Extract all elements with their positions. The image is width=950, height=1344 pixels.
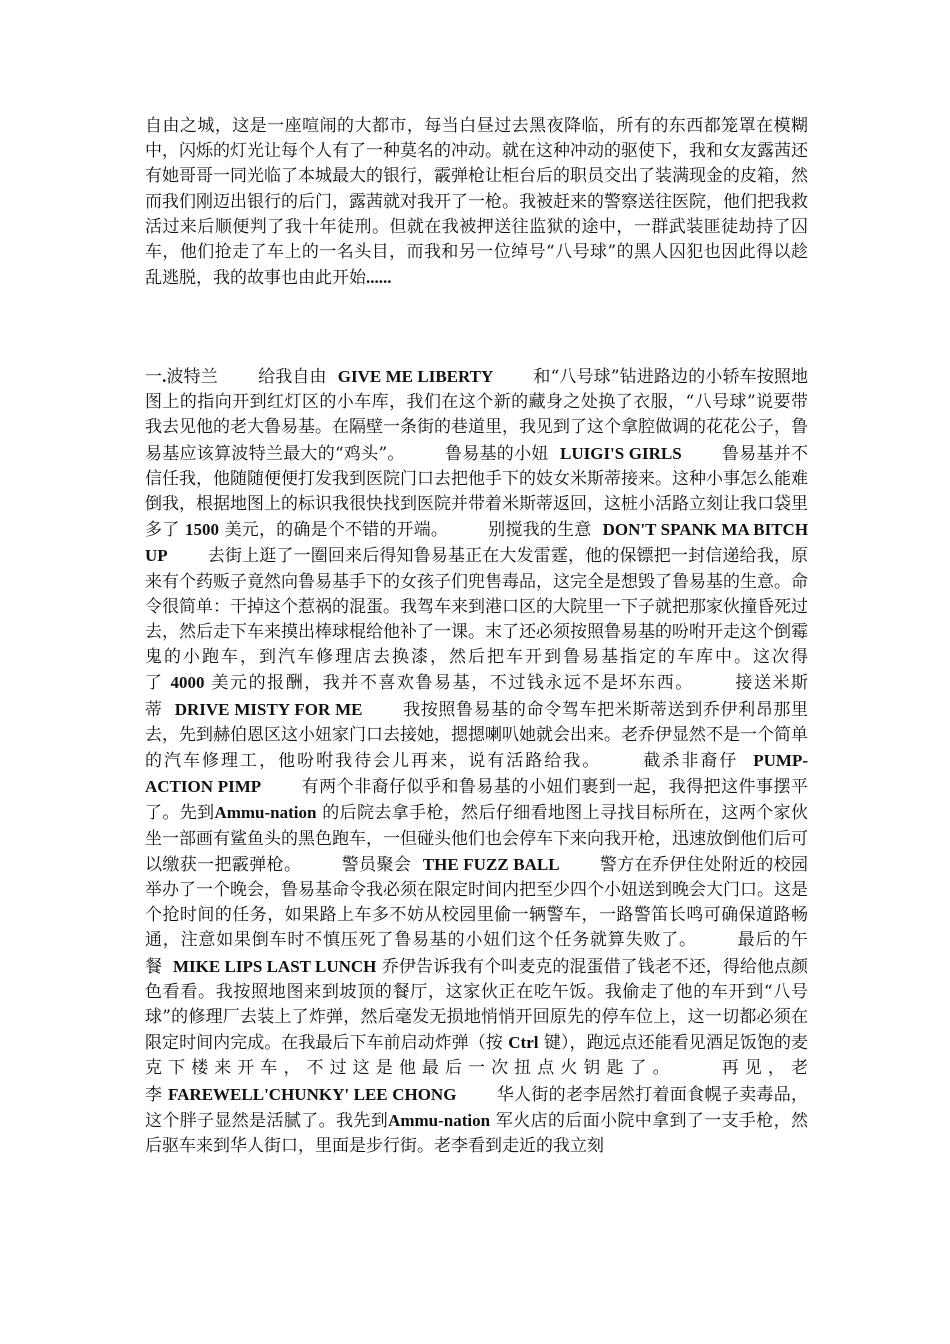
mission-4-text: 我按照鲁易基的命令驾车把米斯蒂送到乔伊利昂那里去，先到赫伯恩区这小妞家门口去接她，摁摁喇叭她就会出来。老乔伊显然不是一个简单的汽车修理工，他吩咐我待会儿再来，说有活路给我。 xyxy=(145,699,809,772)
mission-3-text-a: 去街上逛了一圈回来后得知鲁易基正在大发雷霆，他的保镖把一封信递给我，原来有个药贩子竟然向鲁易基手下的女孩子们兜售毒品，这完全是想毁了鲁易基的生意。命令很简单：干掉这个惹祸的混蛋。我驾车来到港口区的大院里一下子就把那家伙撞昏死过去，然后走下车来摸出棒球棍给他补了一课。末了还必须按照鲁易基的吩咐开走这个倒霉鬼的小跑车，到汽车修理店去换漆，然后把车开到鲁易基指定的车库中。这次得了 xyxy=(145,546,808,694)
mission-6-title-en: THE FUZZ BALL xyxy=(422,854,560,874)
mission-4-title-cn: 接送米斯蒂 xyxy=(145,673,809,720)
chapter-title: 波特兰 xyxy=(166,367,218,387)
mission-8-title-cn: 再见，老李 xyxy=(145,1058,808,1105)
mission-2-title-en: LUIGI'S GIRLS xyxy=(559,443,682,463)
mission-3-reward: 4000 xyxy=(170,673,205,693)
mission-5-title-cn: 截杀非裔仔 xyxy=(641,751,739,772)
mission-6-text: 警方在乔伊住处附近的校园举办了一个晚会，鲁易基命令我必须在限定时间内把至少四个小妞送到晚会大门口。这是个抢时间的任务，如果路上车多不妨从校园里偷一辆警车，一路警笛长鸣可确保道路畅通，注意如果倒车时不慎压死了鲁易基的小妞们这个任务就算失败了。 xyxy=(145,854,809,951)
mission-8-shop: Ammu-nation xyxy=(388,1110,491,1130)
mission-8-text-a: 华人街的老李居然打着面食幌子卖毒品，这个胖子显然是活腻了。我先到 xyxy=(145,1084,809,1131)
mission-5-title-en: PUMP-ACTION PIMP xyxy=(145,751,809,797)
chapter-dot: . xyxy=(162,367,167,386)
intro-paragraph xyxy=(145,114,808,291)
mission-2-title-cn: 鲁易基的小妞 xyxy=(444,443,549,464)
mission-3-text-b: 美元的报酬，我并不喜欢鲁易基，不过钱永远不是坏东西。 xyxy=(211,673,694,694)
mission-4-title-en: DRIVE MISTY FOR ME xyxy=(174,699,363,719)
mission-7-title-cn: 最后的午餐 xyxy=(145,930,809,977)
mission-7-text-a: 乔伊告诉我有个叫麦克的混蛋借了钱老不还，得给他点颜色看看。我按照地图来到坡顶的餐厅，这家伙正在吃午饭。我偷走了他的车开到“八号球”的修理厂去装上了炸弹，然后毫发无损地悄悄开回原先的停车位上，这一切都必须在限定时间内完成。在我最后下车前启动炸弹（按 xyxy=(145,956,809,1054)
mission-2-reward: 1500 xyxy=(185,520,219,540)
mission-3-title-cn: 别搅我的生意 xyxy=(488,520,592,541)
intro-ellipsis: ...... xyxy=(366,268,392,288)
mission-5-shop: Ammu-nation xyxy=(214,803,317,823)
mission-3-title-en: DON'T SPANK MA BITCH UP xyxy=(145,520,809,566)
mission-1-title-cn: 给我自由 xyxy=(257,367,327,387)
mission-7-text-b: 键），跑远点还能看见酒足饭饱的麦克下楼来开车，不过这是他最后一次扭点火钥匙了。 xyxy=(145,1033,809,1079)
mission-2-text-b: 美元，的确是个不错的开端。 xyxy=(224,520,449,541)
mission-8-title-en: FAREWELL'CHUNKY' LEE CHONG xyxy=(168,1084,457,1104)
mission-1-text: 和“八号球”钻进路边的小轿车按照地图上的指向开到红灯区的小车库，我们在这个新的藏身之处换了衣服，“八号球”说要带我去见他的老大鲁易基。在隔壁一条街的巷道里，我见到了这个拿腔做调的花花公子，鲁易基应该算波特兰最大的“鸡头”。 xyxy=(145,367,809,464)
chapter-number: 一 xyxy=(145,367,163,387)
mission-5-text-b: 的后院去拿手枪，然后仔细看地图上寻找目标所在，这两个家伙坐一部画有鲨鱼头的黑色跑车，一但碰头他们也会停车下来向我开枪，迅速放倒他们后可以缴获一把霰弹枪。 xyxy=(145,803,809,875)
mission-5-text-a: 有两个非裔仔似乎和鲁易基的小妞们裹到一起，我得把这件事摆平了。先到 xyxy=(145,777,808,824)
mission-8-text-b: 军火店的后面小院中拿到了一支手枪，然后驱车来到华人街口，里面是步行街。老李看到走近的我立刻 xyxy=(145,1110,809,1157)
intro-text: 自由之城，这是一座喧闹的大都市，每当白昼过去黑夜降临，所有的东西都笼罩在模糊中，闪烁的灯光让每个人有了一种莫名的冲动。就在这种冲动的驱使下，我和女友露茜还有她哥哥一同光临了本城最大的银行，霰弹枪让柜台后的职员交出了装满现金的皮箱，然而我们刚迈出银行的后门，露茜就对我开了一枪。我被赶来的警察送往医院，他们把我救活过来后顺便判了我十年徒刑。但就在我被押送往监狱的途中，一群武装匪徒劫持了囚车，他们抢走了车上的一名头目，而我和另一位绰号“八号球”的黑人囚犯也因此得以趁乱逃脱，我的故事也由此开始 xyxy=(145,116,808,289)
mission-7-title-en: MIKE LIPS LAST LUNCH xyxy=(172,956,377,976)
chapter-paragraph xyxy=(145,364,808,1159)
mission-7-key: Ctrl xyxy=(508,1033,539,1053)
mission-1-title-en: GIVE ME LIBERTY xyxy=(337,367,494,386)
mission-6-title-cn: 警员聚会 xyxy=(341,854,412,875)
mission-2-text-a: 鲁易基并不信任我，他随随便便打发我到医院门口去把他手下的妓女米斯蒂接来。这种小事怎么能难倒我，根据地图上的标识我很快找到医院并带着米斯蒂返回，这桩小活路立刻让我口袋里多了 xyxy=(145,443,809,541)
